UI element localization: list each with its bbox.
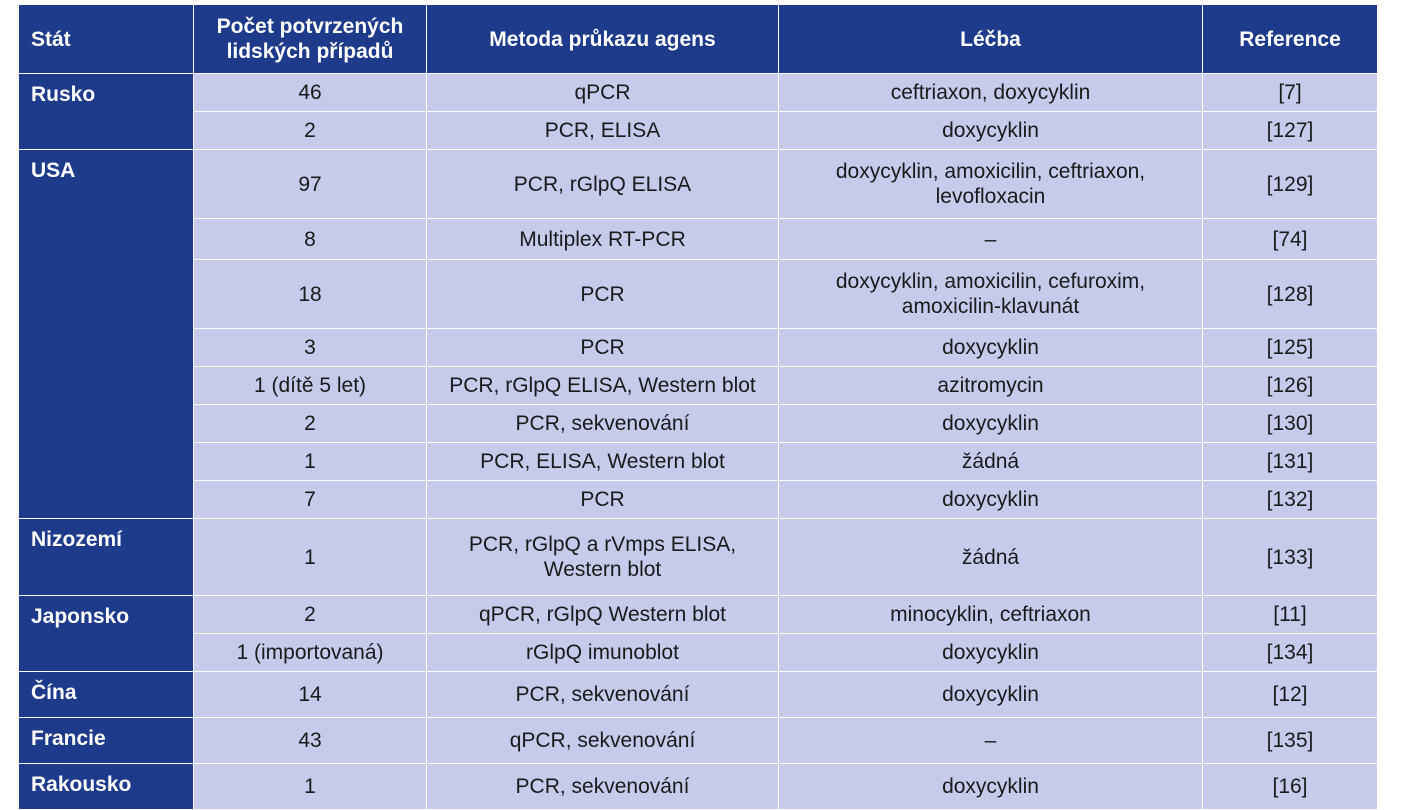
table-row [19, 443, 1378, 481]
cases-cell: 2 [194, 112, 427, 150]
method-cell: PCR, ELISA, Western blot [427, 443, 779, 481]
country-cell: Francie [19, 718, 194, 764]
header-row [19, 5, 1378, 74]
table-row [19, 718, 1378, 764]
reference-cell: [133] [1203, 519, 1378, 596]
cases-cell: 1 (dítě 5 let) [194, 367, 427, 405]
method-cell: PCR, sekvenování [427, 672, 779, 718]
method-cell: PCR, sekvenování [427, 405, 779, 443]
cases-cell: 1 [194, 443, 427, 481]
table-row [19, 219, 1378, 260]
header-reference: Reference [1203, 5, 1378, 74]
table-row [19, 596, 1378, 634]
method-cell: PCR, rGlpQ ELISA, Western blot [427, 367, 779, 405]
cases-cell: 46 [194, 74, 427, 112]
treatment-cell: doxycyklin [779, 634, 1203, 672]
method-cell: PCR [427, 481, 779, 519]
treatment-cell: doxycyklin [779, 329, 1203, 367]
table-row [19, 150, 1378, 219]
treatment-cell: doxycyklin [779, 672, 1203, 718]
method-cell: qPCR, rGlpQ Western blot [427, 596, 779, 634]
cases-cell: 8 [194, 219, 427, 260]
method-cell: PCR [427, 329, 779, 367]
method-cell: rGlpQ imunoblot [427, 634, 779, 672]
table-row [19, 329, 1378, 367]
reference-cell: [127] [1203, 112, 1378, 150]
treatment-cell: doxycyklin [779, 481, 1203, 519]
method-cell: PCR, sekvenování [427, 764, 779, 810]
reference-cell: [134] [1203, 634, 1378, 672]
method-cell: Multiplex RT-PCR [427, 219, 779, 260]
header-treatment: Léčba [779, 5, 1203, 74]
reference-cell: [74] [1203, 219, 1378, 260]
cases-cell: 3 [194, 329, 427, 367]
reference-cell: [7] [1203, 74, 1378, 112]
reference-cell: [130] [1203, 405, 1378, 443]
country-cell: Rusko [19, 74, 194, 150]
treatment-cell: – [779, 219, 1203, 260]
table-row [19, 672, 1378, 718]
country-cell: Nizozemí [19, 519, 194, 596]
table-row [19, 112, 1378, 150]
table-row [19, 74, 1378, 112]
reference-cell: [132] [1203, 481, 1378, 519]
reference-cell: [16] [1203, 764, 1378, 810]
treatment-cell: – [779, 718, 1203, 764]
reference-cell: [128] [1203, 260, 1378, 329]
treatment-cell: azitromycin [779, 367, 1203, 405]
treatment-cell: doxycyklin [779, 764, 1203, 810]
table-header [19, 5, 1378, 74]
treatment-cell: žádná [779, 443, 1203, 481]
treatment-cell: doxycyklin [779, 112, 1203, 150]
cases-cell: 2 [194, 596, 427, 634]
cases-cell: 1 [194, 764, 427, 810]
header-cases: Počet potvrzených lidských případů [194, 5, 427, 74]
table-row [19, 519, 1378, 596]
reference-cell: [11] [1203, 596, 1378, 634]
data-table [18, 4, 1378, 810]
treatment-cell: doxycyklin, amoxicilin, ceftriaxon, levofloxacin [779, 150, 1203, 219]
table-row [19, 367, 1378, 405]
reference-cell: [129] [1203, 150, 1378, 219]
cases-cell: 14 [194, 672, 427, 718]
method-cell: qPCR, sekvenování [427, 718, 779, 764]
header-country: Stát [19, 5, 194, 74]
treatment-cell: doxycyklin [779, 405, 1203, 443]
cases-cell: 97 [194, 150, 427, 219]
table-body [19, 74, 1378, 810]
table-row [19, 405, 1378, 443]
reference-cell: [12] [1203, 672, 1378, 718]
treatment-cell: ceftriaxon, doxycyklin [779, 74, 1203, 112]
cases-cell: 7 [194, 481, 427, 519]
reference-cell: [135] [1203, 718, 1378, 764]
table-row [19, 260, 1378, 329]
treatment-cell: doxycyklin, amoxicilin, cefuroxim, amoxicilin-klavunát [779, 260, 1203, 329]
treatment-cell: minocyklin, ceftriaxon [779, 596, 1203, 634]
method-cell: PCR, rGlpQ ELISA [427, 150, 779, 219]
country-cell: Rakousko [19, 764, 194, 810]
table-row [19, 764, 1378, 810]
cases-cell: 2 [194, 405, 427, 443]
treatment-cell: žádná [779, 519, 1203, 596]
cases-cell: 18 [194, 260, 427, 329]
method-cell: qPCR [427, 74, 779, 112]
table-row [19, 481, 1378, 519]
cases-cell: 1 [194, 519, 427, 596]
cases-cell: 1 (importovaná) [194, 634, 427, 672]
table-row [19, 634, 1378, 672]
reference-cell: [125] [1203, 329, 1378, 367]
country-cell: USA [19, 150, 194, 519]
reference-cell: [131] [1203, 443, 1378, 481]
method-cell: PCR, ELISA [427, 112, 779, 150]
country-cell: Čína [19, 672, 194, 718]
method-cell: PCR [427, 260, 779, 329]
reference-cell: [126] [1203, 367, 1378, 405]
method-cell: PCR, rGlpQ a rVmps ELISA, Western blot [427, 519, 779, 596]
cases-cell: 43 [194, 718, 427, 764]
country-cell: Japonsko [19, 596, 194, 672]
header-method: Metoda průkazu agens [427, 5, 779, 74]
